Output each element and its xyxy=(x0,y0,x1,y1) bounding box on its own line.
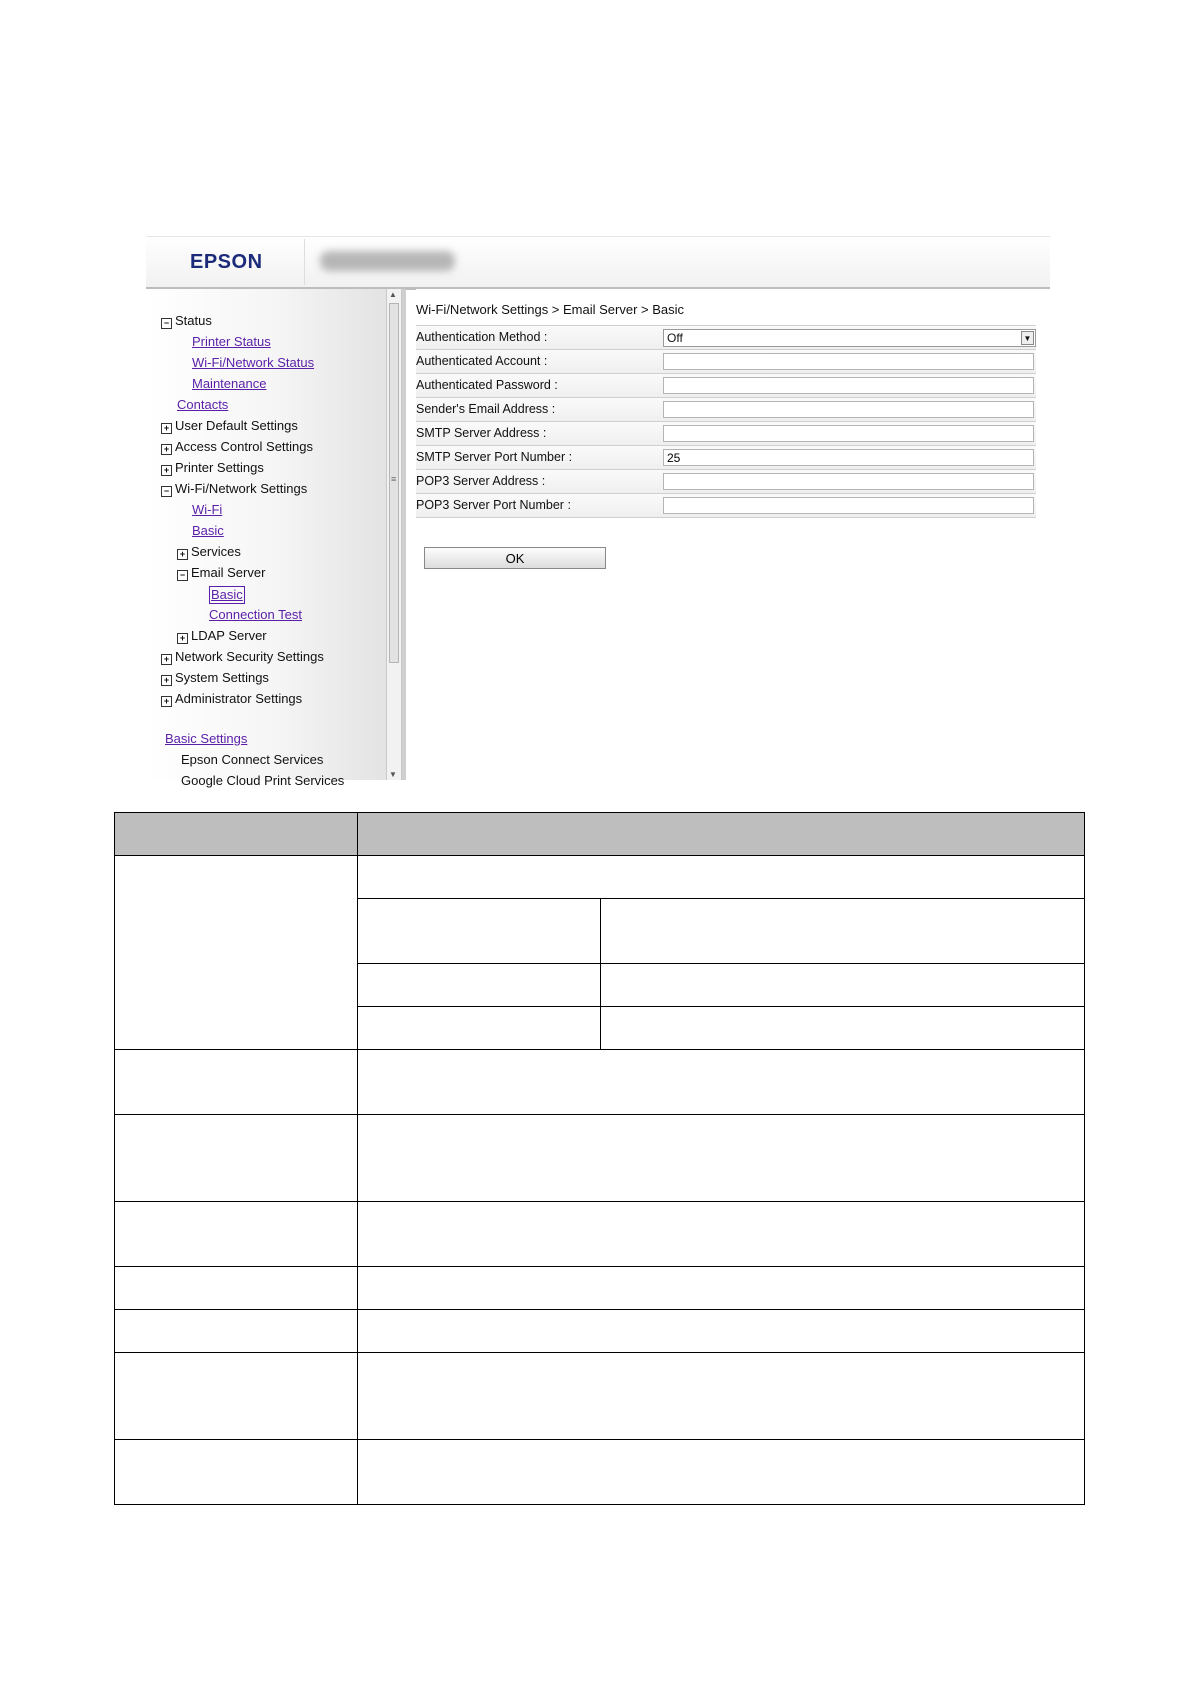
sidebar-item-printer-status[interactable]: Printer Status xyxy=(192,334,271,349)
ok-button[interactable]: OK xyxy=(424,547,606,569)
email-server-form xyxy=(416,325,1036,518)
collapse-icon[interactable]: − xyxy=(161,318,172,329)
printer-model-name-blurred xyxy=(320,251,455,271)
web-config-screenshot xyxy=(146,236,1050,788)
table-border xyxy=(114,1439,1085,1440)
authenticated-account-input[interactable] xyxy=(663,353,1034,370)
table-border xyxy=(114,1049,1085,1050)
breadcrumb: Wi-Fi/Network Settings > Email Server > Basic xyxy=(416,302,685,317)
sidebar-item-basic-settings[interactable]: Basic Settings xyxy=(165,731,248,746)
dropdown-arrow-icon[interactable]: ▼ xyxy=(1021,331,1034,345)
sender-email-address-input[interactable] xyxy=(663,401,1034,418)
sidebar-item-printer-settings[interactable]: + Printer Settings xyxy=(161,460,264,476)
sidebar-item-access-control-settings[interactable]: + Access Control Settings xyxy=(161,439,313,455)
table-border xyxy=(114,1266,1085,1267)
sidebar-item-services[interactable]: + Services xyxy=(177,544,241,560)
table-border xyxy=(357,963,1085,964)
form-row-authenticated-password xyxy=(416,374,1036,398)
table-border xyxy=(114,1114,1085,1115)
field-label: Authenticated Password : xyxy=(416,378,558,392)
sidebar-item-email-server[interactable]: − Email Server xyxy=(177,565,265,581)
field-label: SMTP Server Address : xyxy=(416,426,547,440)
table-header-row xyxy=(114,812,1085,855)
table-border xyxy=(114,1201,1085,1202)
authenticated-password-input[interactable] xyxy=(663,377,1034,394)
expand-icon[interactable]: + xyxy=(177,549,188,560)
expand-icon[interactable]: + xyxy=(161,696,172,707)
form-row-pop3-server-port-number xyxy=(416,494,1036,518)
scroll-thumb[interactable] xyxy=(389,303,399,663)
sidebar-item-administrator-settings[interactable]: + Administrator Settings xyxy=(161,691,302,707)
sidebar-nav xyxy=(146,289,386,788)
collapse-icon[interactable]: − xyxy=(177,570,188,581)
collapse-icon[interactable]: − xyxy=(161,486,172,497)
table-border xyxy=(357,812,358,1505)
sidebar-item-connection-test[interactable]: Connection Test xyxy=(209,607,302,622)
table-border xyxy=(600,898,601,1049)
sidebar-scrollbar[interactable] xyxy=(386,289,402,780)
field-label: Authentication Method : xyxy=(416,330,548,344)
sidebar-item-epson-connect-services[interactable]: Epson Connect Services xyxy=(181,752,324,767)
sidebar-item-status[interactable]: − Status xyxy=(161,313,212,329)
field-label: SMTP Server Port Number : xyxy=(416,450,573,464)
table-border xyxy=(357,898,1085,899)
table-border xyxy=(114,812,1085,813)
form-row-pop3-server-address xyxy=(416,470,1036,494)
form-row-smtp-server-port-number xyxy=(416,446,1036,470)
scroll-grip-icon: ≡ xyxy=(391,474,397,484)
sidebar-item-contacts[interactable]: Contacts xyxy=(177,397,229,412)
table-border xyxy=(114,1504,1085,1505)
smtp-server-port-number-input[interactable] xyxy=(663,449,1034,466)
sidebar-item-system-settings[interactable]: + System Settings xyxy=(161,670,269,686)
pane-divider xyxy=(402,289,406,780)
expand-icon[interactable]: + xyxy=(177,633,188,644)
form-row-sender-email-address xyxy=(416,398,1036,422)
field-label: Sender's Email Address : xyxy=(416,402,556,416)
header-divider xyxy=(304,239,305,285)
table-border xyxy=(114,1352,1085,1353)
expand-icon[interactable]: + xyxy=(161,465,172,476)
table-border xyxy=(357,1006,1085,1007)
pop3-server-port-number-input[interactable] xyxy=(663,497,1034,514)
sidebar-item-network-status[interactable]: Wi-Fi/Network Status xyxy=(192,355,315,370)
sidebar-item-user-default-settings[interactable]: + User Default Settings xyxy=(161,418,298,434)
sidebar-item-wifi[interactable]: Wi-Fi xyxy=(192,502,223,517)
sidebar-item-google-cloud-print-services[interactable]: Google Cloud Print Services xyxy=(181,773,345,788)
field-label: Authenticated Account : xyxy=(416,354,548,368)
scroll-up-icon[interactable]: ▲ xyxy=(389,290,397,299)
sidebar-item-ldap-server[interactable]: + LDAP Server xyxy=(177,628,267,644)
expand-icon[interactable]: + xyxy=(161,654,172,665)
sidebar-item-network-security-settings[interactable]: + Network Security Settings xyxy=(161,649,324,665)
authentication-method-select[interactable] xyxy=(663,329,1036,347)
sidebar-item-wifi-network-settings[interactable]: − Wi-Fi/Network Settings xyxy=(161,481,307,497)
table-border xyxy=(114,855,1085,856)
epson-logo: EPSON xyxy=(190,251,263,273)
pop3-server-address-input[interactable] xyxy=(663,473,1034,490)
sidebar-item-maintenance[interactable]: Maintenance xyxy=(192,376,267,391)
sidebar-item-email-basic[interactable]: Basic xyxy=(211,587,243,602)
smtp-server-address-input[interactable] xyxy=(663,425,1034,442)
app-header xyxy=(146,236,1050,290)
scroll-down-icon[interactable]: ▼ xyxy=(389,770,397,779)
table-border xyxy=(114,812,115,1505)
expand-icon[interactable]: + xyxy=(161,444,172,455)
table-border xyxy=(114,1309,1085,1310)
form-row-authentication-method xyxy=(416,326,1036,350)
main-content xyxy=(416,289,1050,780)
expand-icon[interactable]: + xyxy=(161,423,172,434)
field-label: POP3 Server Address : xyxy=(416,474,546,488)
sidebar-item-network-basic[interactable]: Basic xyxy=(192,523,224,538)
select-value: Off xyxy=(667,331,683,345)
expand-icon[interactable]: + xyxy=(161,675,172,686)
field-label: POP3 Server Port Number : xyxy=(416,498,571,512)
settings-description-table xyxy=(114,812,1085,1505)
form-row-smtp-server-address xyxy=(416,422,1036,446)
table-border xyxy=(1084,812,1085,1505)
form-row-authenticated-account xyxy=(416,350,1036,374)
